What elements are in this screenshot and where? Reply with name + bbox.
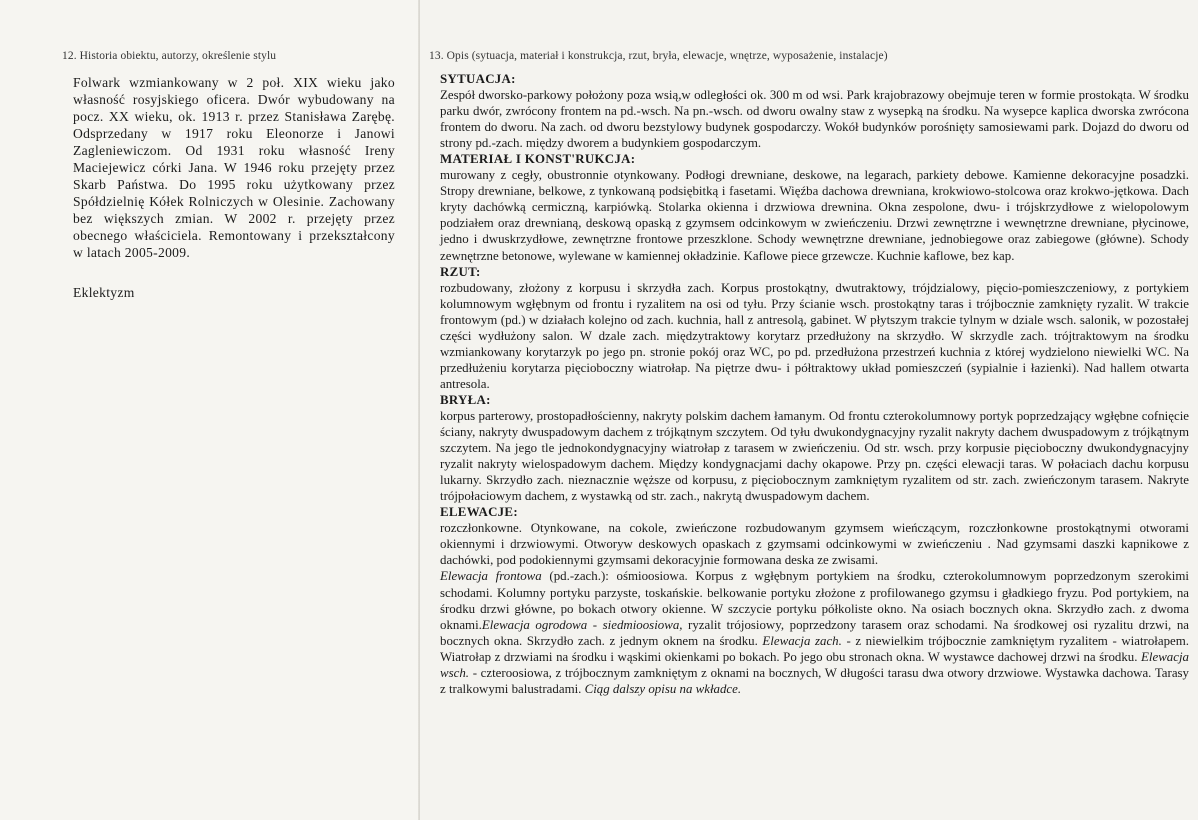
west-elevation-label: Elewacja zach. [762, 633, 842, 648]
bryla-text: korpus parterowy, prostopadłościenny, nakryty polskim dachem łamanym. Od frontu czterokolumnowy portyk poprzedzający wgłębne cofnięcie ściany, nakryty dwuspadowym dachem z trójkątnym szczytem. Od tyłu dwukondygnacyjny ryzalit nakryty dachem dwuspadowym z trójkątnym szczytem. Na jego tle jednokondygnacyjny wiatrołap z tarasem w zwieńczeniu. Od str. wsch. przy korpusie pięcioboczny dwukondygnacyjny ryzalit nakryty wielospadowym dachem. Między kondygnacjami dachy okapowe. Przy pn. części elewacji taras. W połaciach dachu korpusu lukarny. Skrzydło zach. nieznacznie węższe od korpusu, z pięciobocznym zamkniętym ryzalitem od str. zach. zwieńczonym tarasem. Nakryte trójpołaciowym dachem, z wystawką od str. zach., nakrytą dwuspadowym dachem. [440, 408, 1189, 504]
bryla-heading: BRYŁA: [440, 392, 491, 407]
sytuacja-heading: SYTUACJA: [440, 72, 516, 86]
history-text-block [73, 74, 395, 261]
rzut-heading: RZUT: [440, 264, 481, 279]
history-section-heading: 12. Historia obiektu, autorzy, określenie stylu [62, 50, 277, 62]
rzut-text: rozbudowany, złożony z korpusu i skrzydła zach. Korpus prostokątny, dwutraktowy, trójdzialowy, pięcio-pomieszczeniowy, z portykiem kolumnowym wgłębnym od frontu i ryzalitem na osi od tyłu. Przy ścianie wsch. prostokątny taras i trójbocznie zamknięty ryzalit. W trakcie frontowym (pd.) w działach kolejno od zach. kuchnia, hall z antresolą, gabinet. W płytszym trakcie tylnym w dziale wsch. salonik, w pozostałej części wydłużony salon. W dzale zach. międzytraktowy korytarz przedłużony na skrzydło. W skrzydle zach. trójtraktowym na środku wzmiankowany korytarzyk po jego pn. stronie pokój oraz WC, po pd. przedłużona przestrzeń kuchnia z której wydzielono niewielki WC. Na przedłużeniu korytarza pięcioboczny wiatrołap. Na piętrze dwu- i półtraktowy układ pomieszczeń (sypialnie i łazienki). Nad hallem otwarta antresola. [440, 280, 1189, 391]
description-section-heading: 13. Opis (sytuacja, materiał i konstrukcja, rzut, bryła, elewacje, wnętrze, wyposażenie, instalacje) [429, 50, 888, 62]
continuation-note: Ciąg dalszy opisu na wkładce. [584, 681, 742, 696]
sytuacja-text: Zespół dworsko-parkowy położony poza wsią,w odległości ok. 300 m od wsi. Park krajobrazowy obejmuje teren w formie prostokąta. W środku parku dwór, zwrócony frontem na pd.-wsch. Na pn.-wsch. od dworu owalny staw z wysepką na środku. Na wysepce kaplica dworska zwrócona frontem do dworu. Na zach. od dworu bezstylowy budynek gospodarczy. Wokół budynków porośnięty samosiewami park. Dojazd do dworu od strony pd.-zach. między dworem a budynkiem gospodarczym. [440, 88, 1189, 151]
description-body [440, 71, 1189, 697]
style-label: Eklektyzm [73, 285, 135, 300]
east-elevation-label: Elewacja wsch. [440, 649, 1189, 680]
garden-elevation-label: Elewacja ogrodowa - siedmioosiowa, [481, 617, 683, 632]
elewacje-heading: ELEWACJE: [440, 505, 518, 520]
garden-elevation-text: ryzalit trójosiowy, poprzedzony tarasem oraz schodami. Na środkowej osi ryzalitu drzwi, na bocznych okna. Skrzydło zach. z jednym oknem na środku. [440, 617, 1190, 648]
front-elevation-label: Elewacja frontowa [440, 569, 542, 584]
elewacje-detail-text [440, 568, 1189, 696]
elewacje-text: rozczłonkowne. Otynkowane, na cokole, zwieńczone rozbudowanym gzymsem wieńczącym, rozczłonkowne prostokątnymi otworami okiennymi i drzwiowymi. Otworyw deskowych opaskach z gzymsami odcinkowymi w zwieńczeniu . Nad gzymsami daszki kapnikowe z dachówki, pod podokiennymi gzymsami dekoracyjnie formowana deska ze zwisami. [440, 521, 1189, 568]
right-page [420, 0, 1198, 820]
east-elevation-text: - czteroosiowa, z trójbocznym zamkniętym z oknami na bocznych, W długości tarasu dwa otwory drzwiowe. Wystawka dachowa. Tarasy z tralkowymi balustradami. [440, 665, 1189, 696]
history-paragraph: Folwark wzmiankowany w 2 poł. XIX wieku jako własność rosyjskiego oficera. Dwór wybudowany na pocz. XX wieku, ok. 1913 r. przez Stanisława Zarębę. Odsprzedany w 1917 roku Eleonorze i Janowi Zagleniewiczom. Od 1931 roku własność Ireny Maciejewicz córki Jana. W 1946 roku przejęty przez Skarb Państwa. Do 1995 roku użytkowany przez Spółdzielnię Kółek Rolniczych w Olesinie. Zachowany bez większych zmian. W 2002 r. przejęty przez obecnego właściciela. Remontowany i przekształcony w latach 2005-2009. [73, 75, 395, 260]
material-heading: MATERIAŁ I KONST'RUKCJA: [440, 152, 636, 167]
left-page [0, 0, 420, 820]
material-text: murowany z cegły, obustronnie otynkowany. Podłogi drewniane, deskowe, na legarach, parkiety debowe. Kamienne dekoracyjne posadzki. Stropy drewniane, belkowe, z tynkowaną podsiębitką i fasetami. Więźba dachowa drewniana, krokwiowo-stolcowa oraz krokwo-jętkowa. Dach kryty dachówką cermiczną, karpiówką. Stolarka okienna i drzwiowa drewnina. Okna zespolone, dwu- i trójskrzydłowe z wielopolowym podziałem oraz drewnianą, deskową opaską z gzymsem odcinkowym w zwieńczeniu. Drzwi zewnętrzne i wewnętrzne drewniane, płycinowe, jedno i dwuskrzydłowe, zewnętrzne frontowe przeszklone. Schody wewnętrzne drewniane, jednobiegowe oraz zabiegowe (główne). Schody zewnętrzne betonowe, wylewane w kamiennej okładzinie. Kaflowe piece grzewcze. Kuchnie kaflowe, bez kap. [440, 168, 1189, 263]
west-elevation-text: - z niewielkim trójbocznie zamkniętym ryzalitem - wiatrołapem. Wiatrołap z drzwiami na środku i wąskimi okienkami po bokach. Po jego obu stronach okna. W wystawce dachowej drzwi na środku. [440, 633, 1189, 664]
front-elevation-text: (pd.-zach.): ośmioosiowa. Korpus z wgłębnym portykiem na środku, czterokolumnowym poprzedzonym szerokimi schodami. Kolumny portyku parzyste, toskańskie. belkowanie portyku złożone z profilowanego gzymsu i gładkiego fryzu. Pod portykiem, na środku drzwi główne, po bokach otwory okienne. W szczycie portyku półkoliste okno. Na osiach bocznych okna. Skrzydło zach. z dwoma oknami. [440, 569, 1189, 632]
